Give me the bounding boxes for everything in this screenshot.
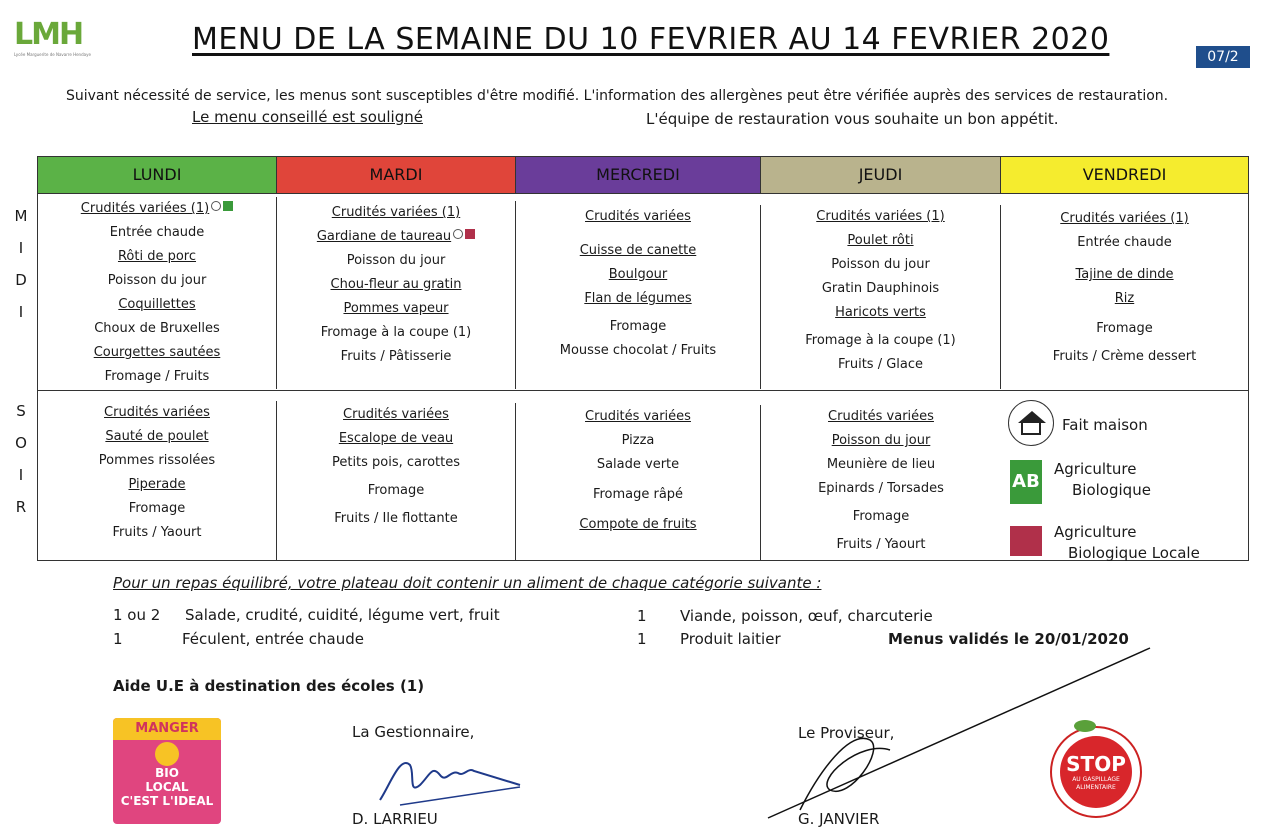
- menu-item: Fromage: [609, 319, 667, 334]
- gestionnaire-signature: [370, 745, 530, 815]
- badge-line: LOCAL: [145, 780, 189, 794]
- rule-text: Féculent, entrée chaude: [182, 630, 364, 648]
- soir-cell-mercredi: [516, 405, 761, 561]
- midi-letter: D: [15, 271, 27, 289]
- menu-item: Fruits / Yaourt: [112, 525, 202, 540]
- menu-item: Crudités variées (1): [1060, 211, 1189, 226]
- midi-letter: M: [14, 207, 28, 225]
- school-logo: [14, 18, 114, 64]
- midi-cell-mardi: [277, 201, 516, 389]
- rule-qty: 1: [637, 607, 647, 625]
- logo-tagline: Lycée Marguerite de Navarre Hendaye: [14, 52, 91, 57]
- day-header-lundi: LUNDI: [38, 157, 277, 193]
- rule-qty: 1 ou 2: [113, 606, 161, 624]
- menu-item: Tajine de dinde: [1075, 267, 1174, 282]
- menu-item: Epinards / Torsades: [818, 481, 944, 496]
- menu-item: Fromage râpé: [592, 487, 684, 502]
- midi-label: [14, 200, 28, 328]
- fait-maison-legend-icon: [1008, 400, 1054, 446]
- menu-item: Crudités variées (1): [38, 197, 276, 221]
- menu-item: Fruits / Yaourt: [836, 537, 926, 552]
- menu-item: Choux de Bruxelles: [94, 321, 220, 336]
- menu-item: Courgettes sautées: [93, 345, 221, 360]
- bio-local-icon: [465, 229, 475, 239]
- fait-maison-icon: [211, 201, 221, 211]
- menu-item: Crudités variées (1): [816, 209, 945, 224]
- menu-item: Riz: [1114, 291, 1135, 306]
- menu-item: Crudités variées: [104, 405, 210, 420]
- proviseur-title: Le Proviseur,: [798, 724, 895, 742]
- badge-line: C'EST L'IDEAL: [120, 794, 214, 808]
- logo-text: LMH: [14, 17, 83, 52]
- gestionnaire-title: La Gestionnaire,: [352, 723, 475, 741]
- legend-bio-1: Agriculture: [1054, 460, 1137, 478]
- day-header-jeudi: JEUDI: [761, 157, 1001, 193]
- menu-item: Crudités variées: [585, 209, 691, 224]
- legend-bio-2: Biologique: [1072, 481, 1151, 499]
- menu-item: Compote de fruits: [579, 517, 697, 532]
- wish-note: L'équipe de restauration vous souhaite un bon appétit.: [646, 110, 1059, 128]
- rule-text: Salade, crudité, cuidité, légume vert, fruit: [185, 606, 500, 624]
- rule-qty: 1: [637, 630, 647, 648]
- midi-letter: I: [18, 239, 24, 257]
- badge-line: BIO: [155, 766, 179, 780]
- menu-item: Fromage: [367, 483, 425, 498]
- day-header-mercredi: MERCREDI: [516, 157, 761, 193]
- menu-item: Salade verte: [596, 457, 680, 472]
- week-code-badge: 07/2: [1196, 46, 1250, 68]
- soir-letter: O: [15, 434, 27, 452]
- menu-item: Fromage / Fruits: [104, 369, 210, 384]
- midi-cell-vendredi: [1001, 207, 1248, 389]
- fait-maison-icon: [453, 229, 463, 239]
- menu-item: Fruits / Ile flottante: [334, 511, 458, 526]
- menu-item: Fromage: [1096, 321, 1153, 336]
- menu-item: Entrée chaude: [109, 225, 205, 240]
- menu-item: Boulgour: [608, 267, 668, 282]
- legend: [1004, 396, 1244, 562]
- day-header-mardi: MARDI: [277, 157, 516, 193]
- menu-item: Pizza: [621, 433, 655, 448]
- manger-bio-badge: [113, 718, 221, 824]
- menu-item: Crudités variées: [343, 407, 449, 422]
- menu-item: Fruits / Pâtisserie: [340, 349, 452, 364]
- stop-subtext: AU GASPILLAGE ALIMENTAIRE: [1072, 776, 1120, 791]
- menu-item: Crudités variées: [585, 409, 691, 424]
- menu-item: Gratin Dauphinois: [821, 281, 940, 296]
- menu-item: Poisson du jour: [831, 257, 930, 272]
- soir-label: [14, 395, 28, 523]
- midi-cell-mercredi: [516, 205, 761, 389]
- page-title: MENU DE LA SEMAINE DU 10 FEVRIER AU 14 FEVRIER 2020: [192, 22, 1110, 57]
- menu-item: Fruits / Crème dessert: [1052, 349, 1197, 364]
- menu-item: Fromage à la coupe (1): [805, 333, 956, 348]
- midi-letter: I: [18, 303, 24, 321]
- menu-item: Sauté de poulet: [105, 429, 209, 444]
- gestionnaire-name: D. LARRIEU: [352, 810, 438, 828]
- menu-item: Escalope de veau: [338, 431, 454, 446]
- menu-item: Cuisse de canette: [579, 243, 697, 258]
- menu-item: Fromage: [852, 509, 910, 524]
- menu-item: Flan de légumes: [584, 291, 692, 306]
- midi-cell-jeudi: [761, 205, 1001, 389]
- stop-gaspillage-logo: [1050, 726, 1142, 818]
- soir-letter: S: [16, 402, 26, 420]
- menu-item: Entrée chaude: [1077, 235, 1172, 250]
- menu-item: Piperade: [128, 477, 186, 492]
- underline-note: Le menu conseillé est souligné: [192, 108, 423, 126]
- legend-local-2: Biologique Locale: [1068, 544, 1200, 562]
- menu-item: Poisson du jour: [107, 273, 207, 288]
- soir-cell-lundi: [38, 401, 277, 561]
- menu-item: Poisson du jour: [346, 253, 446, 268]
- menu-item: Chou-fleur au gratin: [330, 277, 462, 292]
- menu-item: Poulet rôti: [847, 233, 914, 248]
- legend-fait-maison: Fait maison: [1062, 416, 1148, 434]
- soir-letter: R: [15, 498, 27, 516]
- badge-top: MANGER: [113, 718, 221, 740]
- soir-cell-mardi: [277, 403, 516, 561]
- menu-item: Fromage à la coupe (1): [320, 325, 472, 340]
- validation-date: Menus validés le 20/01/2020: [888, 630, 1129, 648]
- menu-item: Pommes rissolées: [98, 453, 216, 468]
- balanced-meal-note: Pour un repas équilibré, votre plateau doit contenir un aliment de chaque catégorie suivante :: [113, 574, 822, 592]
- rule-qty: 1: [113, 630, 123, 648]
- soir-cell-jeudi: [761, 405, 1001, 561]
- menu-item: Poisson du jour: [831, 433, 931, 448]
- menu-item: Mousse chocolat / Fruits: [559, 343, 717, 358]
- eu-aid-note: Aide U.E à destination des écoles (1): [113, 677, 425, 695]
- midi-cell-lundi: [38, 197, 277, 389]
- menu-item: Rôti de porc: [117, 249, 197, 264]
- soir-letter: I: [18, 466, 24, 484]
- service-note: Suivant nécessité de service, les menus sont susceptibles d'être modifié. L'information des allergènes peut être vérifiée auprès des services de restauration.: [66, 88, 1169, 104]
- rule-text: Viande, poisson, œuf, charcuterie: [680, 607, 933, 625]
- rule-text: Produit laitier: [680, 630, 781, 648]
- menu-item: Pommes vapeur: [343, 301, 449, 316]
- menu-item: Fromage: [128, 501, 186, 516]
- menu-item: Meunière de lieu: [826, 457, 936, 472]
- menu-item: Gardiane de taureau: [277, 225, 515, 249]
- menu-item: Fruits / Glace: [837, 357, 924, 372]
- menu-item: Crudités variées (1): [331, 205, 461, 220]
- menu-item: Petits pois, carottes: [331, 455, 461, 470]
- sun-icon: [155, 742, 179, 766]
- menu-item: Crudités variées: [828, 409, 934, 424]
- stop-text: STOP: [1066, 752, 1126, 776]
- bio-local-legend-icon: [1010, 526, 1042, 556]
- proviseur-name: G. JANVIER: [798, 810, 880, 828]
- menu-item: Haricots verts: [835, 305, 926, 320]
- ab-logo-icon: AB: [1010, 460, 1042, 504]
- bio-icon: [223, 201, 233, 211]
- menu-item: Coquillettes: [118, 297, 196, 312]
- legend-local-1: Agriculture: [1054, 523, 1137, 541]
- day-header-vendredi: VENDREDI: [1001, 157, 1248, 193]
- leaf-icon: [1074, 720, 1096, 732]
